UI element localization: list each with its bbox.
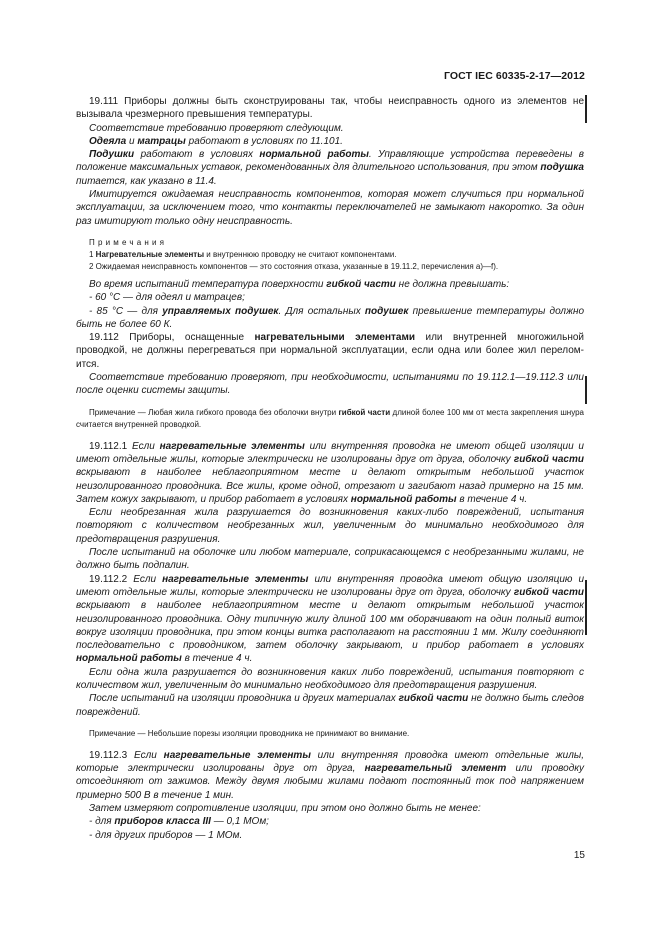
text: 19.112.3 (89, 749, 134, 761)
paragraph (76, 331, 584, 371)
term: нормальной работы (259, 149, 369, 161)
term: гибкой части (338, 407, 391, 417)
text: Затем измеряют сопротивление изоляции, при этом оно должно быть не менее: (89, 803, 481, 815)
text: - для других приборов — 1 МОм. (89, 829, 243, 841)
text: 19.112 Приборы, оснащенные (89, 332, 255, 344)
paragraph (76, 802, 584, 815)
text: Имитируется ожидаемая неисправность компонентов, которая может случиться при нормальной эксплуатации, за исключением того, что контакты переключателей не замыкают накоротко. За один раз имитируют только одну неисправность. (76, 189, 584, 227)
text: в течение 4 ч. (181, 653, 253, 665)
text: работают в условиях по 11.101. (185, 135, 343, 147)
paragraph (76, 135, 584, 148)
text: или проводку отсоединяют от зажимов. Между двумя любыми жилами подают постоянный ток под напряжением примерно 500 В в течение 1 мин. (76, 763, 584, 801)
term: гибкой части (513, 586, 584, 598)
text: Если (133, 573, 163, 585)
paragraph (76, 546, 584, 573)
text: не должно быть следов повреждений. (76, 693, 584, 718)
text: не должна превышать: (395, 278, 510, 290)
term: нагревательными элементами (254, 332, 416, 344)
text: вскрывают в наиболее неблагоприятном месте и делают открытым небольшой участок неизолированного проводника. Все жилы, кроме одной, отрезают и загибают назад примерно на 15 мм. Затем кожух закрывают, и прибор работает в условиях (76, 467, 584, 505)
term: Одеяла (89, 135, 127, 147)
paragraph (76, 188, 584, 228)
term: гибкой части (398, 693, 469, 705)
text: длиной более 100 мм от места закрепления шнура считается внутренней проводкой. (76, 407, 584, 429)
text: 19.112.2 (89, 573, 134, 585)
text: — 0,1 МОм; (210, 816, 269, 828)
term: приборов класса III (114, 816, 211, 828)
text: Соответствие требованию проверяют следующим. (89, 122, 344, 134)
text: После испытаний на изоляции проводника и других материалах (89, 693, 399, 705)
list-item (76, 305, 584, 332)
note-heading: Примечания (89, 237, 168, 247)
text: Если одна жила разрушается до возникновения каких либо повреждений, испытания повторяют с количеством жил, увеличенным до минимально необходимого для предотвращения разрушения. (76, 666, 584, 691)
text: Если (131, 440, 160, 452)
text: превышение температуры должно быть не более 60 К. (76, 305, 585, 330)
text: - для (89, 816, 115, 828)
paragraph (76, 122, 584, 135)
change-bar (585, 376, 587, 404)
document-header: ГОСТ IEC 60335-2-17—2012 (443, 70, 585, 82)
term: Нагревательные элементы (95, 249, 205, 259)
term: гибкой части (326, 278, 396, 290)
text: и внутреннюю проводку не считают компонентами. (204, 249, 397, 259)
text: или внутренняя проводка имеют общую изоляцию и имеют отдельные жилы, которые электрически не изолированы друг от друга, оболочку (76, 573, 585, 598)
paragraph (76, 148, 584, 188)
text: После испытаний на оболочке или любом материале, соприкасающемся с необрезанными жилами, не должно быть подпалин. (76, 547, 584, 572)
term: управляемых подушек (162, 305, 279, 317)
page-number: 15 (573, 850, 585, 861)
list-item (76, 829, 584, 842)
note: Примечание — Небольшие порезы изоляции проводника не принимают во внимание. (89, 728, 410, 738)
term: подушка (540, 162, 584, 174)
text: . Управляющие устройства переведены в положение максимальных уставок, рекомендованных для длительного использования, при этом (76, 149, 584, 174)
note (76, 261, 584, 273)
text: - 60 °С — для одеял и матрацев; (89, 292, 245, 304)
text: и (126, 135, 138, 147)
text: 19.111 Приборы должны быть сконструированы так, чтобы неисправность одного из элементов не вызывала чрезмерного превышения температуры. (76, 96, 584, 121)
term: гибкой части (513, 453, 584, 465)
text: вскрывают в наиболее неблагоприятном месте и делают открытым небольшой участок неизолированного проводника. Одну типичную жилу длиной 100 мм оборачивают на один полный виток вокруг изоляции проводника, при этом концы витка располагают на расстоянии 1 мм. Жилу соединяют последовательно с проводником, затем оболочку закрывают, и прибор работает в условиях (76, 600, 584, 652)
term: матрацы (137, 135, 186, 147)
document-body (76, 95, 584, 842)
text: Если (133, 749, 164, 761)
paragraph (76, 573, 584, 666)
note (76, 407, 584, 431)
list-item (76, 815, 584, 828)
paragraph (76, 692, 584, 719)
paragraph (76, 749, 584, 802)
text: 1 (89, 249, 96, 259)
text: работают в условиях (134, 149, 260, 161)
text: или внутренней многожильной проводкой, не должны перегреваться при нормальной эксплуатации, если одна или более жил перелом-ится. (76, 332, 584, 370)
list-item (76, 291, 584, 304)
text: Если необрезанная жила разрушается до возникновения каких-либо повреждений, испытания повторяют с количеством необрезанных жил, увеличенным до минимально необходимого для предотвращения разрушения. (76, 507, 584, 545)
term: нагревательный элемент (364, 763, 507, 775)
paragraph (76, 506, 584, 546)
paragraph (76, 278, 584, 291)
note (76, 249, 584, 261)
text: Примечание — Любая жила гибкого провода без оболочки внутри (89, 407, 339, 417)
text: 19.112.1 (89, 440, 132, 452)
paragraph (76, 666, 584, 693)
term: нагревательные элементы (162, 573, 309, 585)
term: нагревательные элементы (163, 749, 311, 761)
text: питается, как указано в 11.4. (76, 175, 217, 187)
text: Соответствие требованию проверяют, при необходимости, испытаниями по 19.112.1—19.112.3 или после оценки системы защиты. (76, 372, 584, 397)
change-bar (585, 580, 587, 635)
text: - 85 °С — для (89, 305, 163, 317)
text: или внутренняя проводка имеют отдельные жилы, которые электрически изолированы друг от друга, (76, 749, 585, 775)
paragraph (76, 371, 584, 398)
change-bar (585, 95, 587, 123)
term: нормальной работы (350, 493, 457, 505)
term: Подушки (89, 149, 135, 161)
text: или внутренняя проводка не имеют общей изоляции и имеют отдельные жилы, которые электрически не изолированы друг от друга, оболочку (76, 440, 584, 465)
term: подушек (364, 305, 409, 317)
paragraph (76, 440, 584, 506)
text: в течение 4 ч. (456, 493, 528, 505)
term: нагревательные элементы (159, 440, 305, 452)
text: Во время испытаний температура поверхности (89, 278, 327, 290)
text: 2 Ожидаемая неисправность компонентов — это состояния отказа, указанные в 19.11.2, перечисления a)—f). (89, 261, 499, 271)
paragraph (76, 95, 584, 122)
text: . Для остальных (278, 305, 365, 317)
term: нормальной работы (76, 653, 182, 665)
